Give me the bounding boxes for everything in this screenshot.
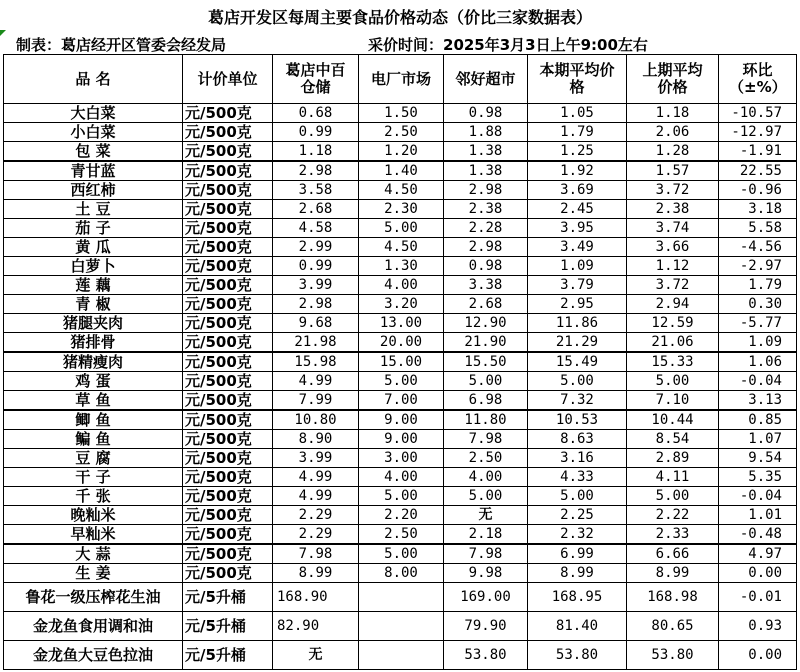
price-unit: 元/500克	[183, 391, 273, 411]
avg-current: 2.45	[528, 200, 627, 219]
price-store1: 2.29	[273, 506, 359, 525]
change-percent: -0.04	[719, 487, 797, 506]
change-percent: -12.97	[719, 123, 797, 142]
price-store2: 5.00	[359, 219, 444, 238]
price-store3: 0.98	[444, 257, 528, 276]
price-unit: 元/500克	[183, 142, 273, 162]
price-store2: 1.50	[359, 104, 444, 123]
avg-last: 8.54	[627, 430, 719, 449]
price-unit: 元/5升桶	[183, 641, 273, 670]
avg-last: 15.33	[627, 352, 719, 372]
avg-current: 7.32	[528, 391, 627, 411]
table-row	[4, 276, 797, 295]
item-name: 猪精瘦肉	[4, 352, 183, 372]
price-unit: 元/500克	[183, 352, 273, 372]
price-store1: 21.98	[273, 333, 359, 353]
price-store2: 8.00	[359, 564, 444, 583]
avg-last: 3.72	[627, 181, 719, 200]
price-store2: 4.00	[359, 276, 444, 295]
item-name: 生 姜	[4, 564, 183, 583]
avg-last: 2.22	[627, 506, 719, 525]
avg-last: 10.44	[627, 410, 719, 430]
price-unit: 元/500克	[183, 564, 273, 583]
header-unit: 计价单位	[183, 55, 273, 104]
item-name: 鸡 蛋	[4, 372, 183, 391]
price-store1: 4.99	[273, 468, 359, 487]
price-store1: 3.99	[273, 449, 359, 468]
change-percent: -0.04	[719, 372, 797, 391]
avg-last: 2.06	[627, 123, 719, 142]
change-percent: 5.35	[719, 468, 797, 487]
avg-last: 2.38	[627, 200, 719, 219]
price-store3: 12.90	[444, 314, 528, 333]
price-store2: 5.00	[359, 544, 444, 564]
price-store1: 7.98	[273, 544, 359, 564]
item-name: 包 菜	[4, 142, 183, 162]
item-name: 黄 瓜	[4, 238, 183, 257]
meta-row	[0, 32, 800, 54]
change-percent: 0.85	[719, 410, 797, 430]
item-name: 干 子	[4, 468, 183, 487]
table-row	[4, 142, 797, 162]
price-store3: 1.38	[444, 142, 528, 162]
price-store3: 5.00	[444, 487, 528, 506]
price-store2: 9.00	[359, 430, 444, 449]
item-name: 鳊 鱼	[4, 430, 183, 449]
price-store3: 5.00	[444, 372, 528, 391]
price-store2: 20.00	[359, 333, 444, 353]
price-store3: 7.98	[444, 430, 528, 449]
change-percent: 3.18	[719, 200, 797, 219]
change-percent: -1.91	[719, 142, 797, 162]
table-row	[4, 123, 797, 142]
table-row	[4, 181, 797, 200]
avg-last: 168.98	[627, 583, 719, 612]
avg-current: 3.16	[528, 449, 627, 468]
item-name: 晚籼米	[4, 506, 183, 525]
price-store1: 8.90	[273, 430, 359, 449]
price-store2: 1.30	[359, 257, 444, 276]
price-store3: 3.38	[444, 276, 528, 295]
item-name: 青 椒	[4, 295, 183, 314]
avg-current: 3.95	[528, 219, 627, 238]
item-name: 金龙鱼大豆色拉油	[4, 641, 183, 670]
price-unit: 元/500克	[183, 257, 273, 276]
price-store3: 169.00	[444, 583, 528, 612]
change-percent: 22.55	[719, 161, 797, 181]
price-unit: 元/500克	[183, 314, 273, 333]
table-row	[4, 410, 797, 430]
price-store3: 2.38	[444, 200, 528, 219]
avg-current: 1.92	[528, 161, 627, 181]
price-store2	[359, 583, 444, 612]
price-store1: 无	[273, 641, 359, 670]
item-name: 鲫 鱼	[4, 410, 183, 430]
item-name: 茄 子	[4, 219, 183, 238]
item-name: 草 鱼	[4, 391, 183, 411]
price-unit: 元/500克	[183, 544, 273, 564]
price-store3: 1.88	[444, 123, 528, 142]
price-store2: 7.00	[359, 391, 444, 411]
avg-last: 2.94	[627, 295, 719, 314]
avg-current: 1.09	[528, 257, 627, 276]
avg-last: 12.59	[627, 314, 719, 333]
price-store1: 4.99	[273, 487, 359, 506]
header-store3: 邻好超市	[444, 55, 528, 104]
avg-current: 81.40	[528, 612, 627, 641]
change-percent: 0.30	[719, 295, 797, 314]
price-store3: 15.50	[444, 352, 528, 372]
price-unit: 元/500克	[183, 181, 273, 200]
table-row	[4, 612, 797, 641]
price-store2: 3.00	[359, 449, 444, 468]
price-unit: 元/500克	[183, 525, 273, 545]
header-row	[4, 55, 797, 104]
item-name: 金龙鱼食用调和油	[4, 612, 183, 641]
price-store2: 13.00	[359, 314, 444, 333]
avg-current: 8.63	[528, 430, 627, 449]
price-store1: 3.99	[273, 276, 359, 295]
price-store3: 7.98	[444, 544, 528, 564]
price-store2: 4.00	[359, 468, 444, 487]
avg-current: 3.69	[528, 181, 627, 200]
price-store3: 2.98	[444, 238, 528, 257]
item-name: 豆 腐	[4, 449, 183, 468]
price-store2: 2.20	[359, 506, 444, 525]
avg-current: 6.99	[528, 544, 627, 564]
change-percent: 1.01	[719, 506, 797, 525]
avg-last: 2.89	[627, 449, 719, 468]
avg-last: 3.72	[627, 276, 719, 295]
item-name: 白萝卜	[4, 257, 183, 276]
change-percent: 1.07	[719, 430, 797, 449]
price-store2: 5.00	[359, 487, 444, 506]
table-row	[4, 525, 797, 545]
price-store2: 5.00	[359, 372, 444, 391]
table-row	[4, 104, 797, 123]
table-row	[4, 372, 797, 391]
avg-last: 80.65	[627, 612, 719, 641]
price-store2: 4.50	[359, 238, 444, 257]
avg-current: 10.53	[528, 410, 627, 430]
change-percent: -5.77	[719, 314, 797, 333]
price-unit: 元/5升桶	[183, 583, 273, 612]
avg-current: 4.33	[528, 468, 627, 487]
change-percent: -0.01	[719, 583, 797, 612]
price-store3: 11.80	[444, 410, 528, 430]
price-store2	[359, 641, 444, 670]
avg-current: 3.49	[528, 238, 627, 257]
table-row	[4, 352, 797, 372]
table-row	[4, 564, 797, 583]
price-store1: 9.68	[273, 314, 359, 333]
price-unit: 元/500克	[183, 333, 273, 353]
price-unit: 元/500克	[183, 430, 273, 449]
header-store2: 电厂市场	[359, 55, 444, 104]
price-store1: 2.99	[273, 238, 359, 257]
price-store1: 2.68	[273, 200, 359, 219]
avg-last: 3.66	[627, 238, 719, 257]
price-store1: 168.90	[273, 583, 359, 612]
change-percent: 3.13	[719, 391, 797, 411]
price-unit: 元/500克	[183, 238, 273, 257]
table-row	[4, 200, 797, 219]
avg-current: 5.00	[528, 487, 627, 506]
table-row	[4, 257, 797, 276]
avg-current: 1.05	[528, 104, 627, 123]
avg-current: 2.32	[528, 525, 627, 545]
price-store2: 2.50	[359, 525, 444, 545]
change-percent: -4.56	[719, 238, 797, 257]
collection-time: 采价时间：2025年3月3日上午9:00左右	[368, 36, 648, 54]
price-unit: 元/500克	[183, 295, 273, 314]
price-store2: 2.50	[359, 123, 444, 142]
price-store1: 10.80	[273, 410, 359, 430]
change-percent: 5.58	[719, 219, 797, 238]
avg-current: 8.99	[528, 564, 627, 583]
table-maker: 制表：葛店经开区管委会经发局	[16, 36, 227, 54]
price-store3: 2.18	[444, 525, 528, 545]
price-store3: 9.98	[444, 564, 528, 583]
item-name: 猪腿夹肉	[4, 314, 183, 333]
item-name: 小白菜	[4, 123, 183, 142]
avg-last: 5.00	[627, 372, 719, 391]
avg-current: 2.95	[528, 295, 627, 314]
price-unit: 元/500克	[183, 200, 273, 219]
table-row	[4, 238, 797, 257]
price-unit: 元/500克	[183, 276, 273, 295]
table-row	[4, 449, 797, 468]
price-store1: 4.99	[273, 372, 359, 391]
price-store3: 0.98	[444, 104, 528, 123]
page-title: 葛店开发区每周主要食品价格动态（价比三家数据表）	[207, 7, 592, 27]
price-store3: 无	[444, 506, 528, 525]
avg-current: 53.80	[528, 641, 627, 670]
avg-last: 5.00	[627, 487, 719, 506]
price-store2: 3.20	[359, 295, 444, 314]
price-store2: 15.00	[359, 352, 444, 372]
price-store3: 2.98	[444, 181, 528, 200]
item-name: 大 蒜	[4, 544, 183, 564]
avg-last: 3.74	[627, 219, 719, 238]
price-store1: 0.99	[273, 123, 359, 142]
price-store2: 1.40	[359, 161, 444, 181]
price-store3: 2.28	[444, 219, 528, 238]
price-unit: 元/500克	[183, 372, 273, 391]
table-row	[4, 506, 797, 525]
price-store1: 8.99	[273, 564, 359, 583]
change-percent: 1.79	[719, 276, 797, 295]
item-name: 鲁花一级压榨花生油	[4, 583, 183, 612]
price-store1: 2.98	[273, 161, 359, 181]
item-name: 早籼米	[4, 525, 183, 545]
price-store1: 3.58	[273, 181, 359, 200]
item-name: 猪排骨	[4, 333, 183, 353]
table-row	[4, 314, 797, 333]
avg-last: 1.18	[627, 104, 719, 123]
avg-current: 3.79	[528, 276, 627, 295]
avg-current: 168.95	[528, 583, 627, 612]
price-store3: 1.38	[444, 161, 528, 181]
table-row	[4, 219, 797, 238]
table-row	[4, 161, 797, 181]
change-percent: -0.96	[719, 181, 797, 200]
avg-last: 1.28	[627, 142, 719, 162]
price-store1: 15.98	[273, 352, 359, 372]
price-store1: 4.58	[273, 219, 359, 238]
item-name: 土 豆	[4, 200, 183, 219]
table-row	[4, 468, 797, 487]
avg-current: 11.86	[528, 314, 627, 333]
avg-last: 1.57	[627, 161, 719, 181]
price-unit: 元/500克	[183, 487, 273, 506]
price-unit: 元/500克	[183, 449, 273, 468]
header-avg-last: 上期平均价格	[627, 55, 719, 104]
price-store2	[359, 612, 444, 641]
header-change: 环比（±%）	[719, 55, 797, 104]
price-store3: 2.68	[444, 295, 528, 314]
avg-current: 5.00	[528, 372, 627, 391]
price-store3: 6.98	[444, 391, 528, 411]
price-store1: 82.90	[273, 612, 359, 641]
avg-last: 4.11	[627, 468, 719, 487]
price-store3: 21.90	[444, 333, 528, 353]
price-unit: 元/500克	[183, 468, 273, 487]
table-row	[4, 333, 797, 353]
avg-last: 8.99	[627, 564, 719, 583]
header-name: 品 名	[4, 55, 183, 104]
price-store2: 2.30	[359, 200, 444, 219]
price-store3: 53.80	[444, 641, 528, 670]
change-percent: 0.00	[719, 641, 797, 670]
price-unit: 元/500克	[183, 506, 273, 525]
avg-current: 1.79	[528, 123, 627, 142]
avg-current: 2.25	[528, 506, 627, 525]
change-percent: -2.97	[719, 257, 797, 276]
change-percent: 0.93	[719, 612, 797, 641]
table-row	[4, 544, 797, 564]
change-percent: 1.06	[719, 352, 797, 372]
price-store2: 4.50	[359, 181, 444, 200]
price-unit: 元/500克	[183, 123, 273, 142]
change-percent: 4.97	[719, 544, 797, 564]
price-store3: 2.50	[444, 449, 528, 468]
price-store3: 79.90	[444, 612, 528, 641]
avg-current: 21.29	[528, 333, 627, 353]
header-store1: 葛店中百仓储	[273, 55, 359, 104]
price-store1: 1.18	[273, 142, 359, 162]
price-store1: 0.68	[273, 104, 359, 123]
avg-last: 1.12	[627, 257, 719, 276]
table-row	[4, 430, 797, 449]
header-avg-current: 本期平均价格	[528, 55, 627, 104]
table-row	[4, 641, 797, 670]
avg-last: 53.80	[627, 641, 719, 670]
change-percent: 9.54	[719, 449, 797, 468]
item-name: 莲 藕	[4, 276, 183, 295]
price-unit: 元/500克	[183, 104, 273, 123]
item-name: 大白菜	[4, 104, 183, 123]
price-store1: 2.98	[273, 295, 359, 314]
price-store1: 2.29	[273, 525, 359, 545]
item-name: 青甘蓝	[4, 161, 183, 181]
change-percent: 0.00	[719, 564, 797, 583]
price-store2: 1.20	[359, 142, 444, 162]
price-unit: 元/5升桶	[183, 612, 273, 641]
avg-current: 15.49	[528, 352, 627, 372]
change-percent: -10.57	[719, 104, 797, 123]
item-name: 西红柿	[4, 181, 183, 200]
price-store3: 4.00	[444, 468, 528, 487]
avg-current: 1.25	[528, 142, 627, 162]
price-store2: 9.00	[359, 410, 444, 430]
table-row	[4, 487, 797, 506]
price-unit: 元/500克	[183, 219, 273, 238]
table-row	[4, 583, 797, 612]
item-name: 千 张	[4, 487, 183, 506]
price-store1: 0.99	[273, 257, 359, 276]
avg-last: 7.10	[627, 391, 719, 411]
change-percent: -0.48	[719, 525, 797, 545]
price-unit: 元/500克	[183, 161, 273, 181]
price-table	[3, 54, 797, 670]
table-row	[4, 391, 797, 411]
avg-last: 6.66	[627, 544, 719, 564]
change-percent: 1.09	[719, 333, 797, 353]
avg-last: 2.33	[627, 525, 719, 545]
table-row	[4, 295, 797, 314]
price-unit: 元/500克	[183, 410, 273, 430]
price-store1: 7.99	[273, 391, 359, 411]
avg-last: 21.06	[627, 333, 719, 353]
